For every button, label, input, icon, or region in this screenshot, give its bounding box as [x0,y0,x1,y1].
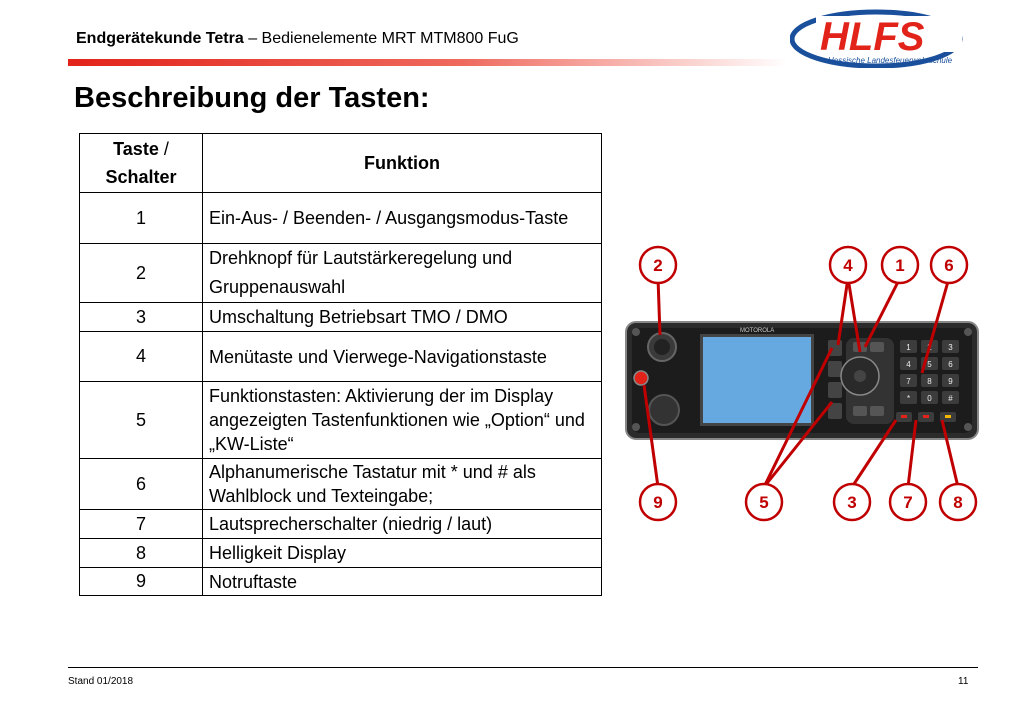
keypad-key-label: 1 [906,343,911,352]
keypad-key-label: 4 [906,360,911,369]
indicator-led [901,415,907,418]
indicator-led [923,415,929,418]
key-cell: 2 [80,244,203,303]
table-row [80,510,602,539]
table-row [80,539,602,568]
keypad-key-label: 2 [927,343,932,352]
table-row [80,244,602,303]
key-cell: 8 [80,539,203,568]
table-row [80,193,602,244]
callout-label: 8 [953,493,963,512]
key-cell: 4 [80,332,203,382]
table-row [80,303,602,332]
callout-label: 4 [843,256,853,275]
callouts-bottom [640,484,976,520]
keypad-key-label: 7 [906,377,911,386]
table-row [80,382,602,459]
key-cell: 1 [80,193,203,244]
table-row [80,568,602,596]
brand-label: MOTOROLA [740,328,775,334]
course-title: Endgerätekunde Tetra [76,30,244,47]
col-header-key-label: Taste [113,139,159,159]
keypad-key-label: # [948,394,953,403]
callout-label: 9 [653,493,663,512]
display-screen [703,337,811,423]
key-cell: 6 [80,459,203,510]
course-subtitle: – Bedienelemente MRT MTM800 FuG [243,30,519,47]
function-cell: Funktionstasten: Aktivierung der im Display angezeigten Tastenfunktionen wie „Option“ und „KW-Liste“ [203,382,602,459]
hlfs-logo [790,6,970,68]
key-cell: 7 [80,510,203,539]
callouts-top [640,247,967,283]
logo-text: HLFS [820,15,925,59]
function-cell: Umschaltung Betriebsart TMO / DMO [203,303,602,332]
keypad-key-label: 5 [927,360,932,369]
function-cell: Ein-Aus- / Beenden- / Ausgangsmodus-Taste [203,193,602,244]
col-header-key-sep: / [158,139,169,159]
indicator-led [945,415,951,418]
footer-divider [68,667,978,668]
table-row [80,332,602,382]
document-header [76,30,519,48]
keypad-key-label: 8 [927,377,932,386]
emergency-button [634,371,648,385]
callout-label: 1 [895,256,905,275]
callout-label: 6 [944,256,954,275]
keypad-key-label: * [906,394,911,403]
keypad-key-label: 3 [948,343,953,352]
col-header-key-line2: Schalter [105,167,177,187]
soft-key [828,361,842,377]
key-cell: 3 [80,303,203,332]
header-divider [68,59,788,66]
col-header-key [80,134,203,193]
keypad-key-label: 9 [948,377,953,386]
key-cell: 5 [80,382,203,459]
function-cell: Lautsprecherschalter (niedrig / laut) [203,510,602,539]
key-description-table [79,133,602,596]
table-row [80,459,602,510]
function-cell: Drehknopf für Lautstärkeregelung und Gruppenauswahl [203,244,602,303]
page-number: 11 [958,676,969,687]
function-cell: Helligkeit Display [203,539,602,568]
function-cell: Notruftaste [203,568,602,596]
callout-label: 7 [903,493,913,512]
footer-date: Stand 01/2018 [68,676,134,687]
col-header-function: Funktion [203,134,602,193]
callout-label: 5 [759,493,769,512]
function-cell: Alphanumerische Tastatur mit * und # als Wahlblock und Texteingabe; [203,459,602,510]
callout-label: 3 [847,493,857,512]
keypad-key-label: 0 [927,394,932,403]
keypad-key-label: 6 [948,360,953,369]
soft-key [828,382,842,398]
key-cell: 9 [80,568,203,596]
page-title: Beschreibung der Tasten: [74,82,430,114]
radio-illustration [620,240,980,525]
function-cell: Menütaste und Vierwege-Navigationstaste [203,332,602,382]
table-header-row [80,134,602,193]
logo-subtitle: Hessische Landesfeuerwehrschule [828,56,953,65]
callout-label: 2 [653,256,663,275]
